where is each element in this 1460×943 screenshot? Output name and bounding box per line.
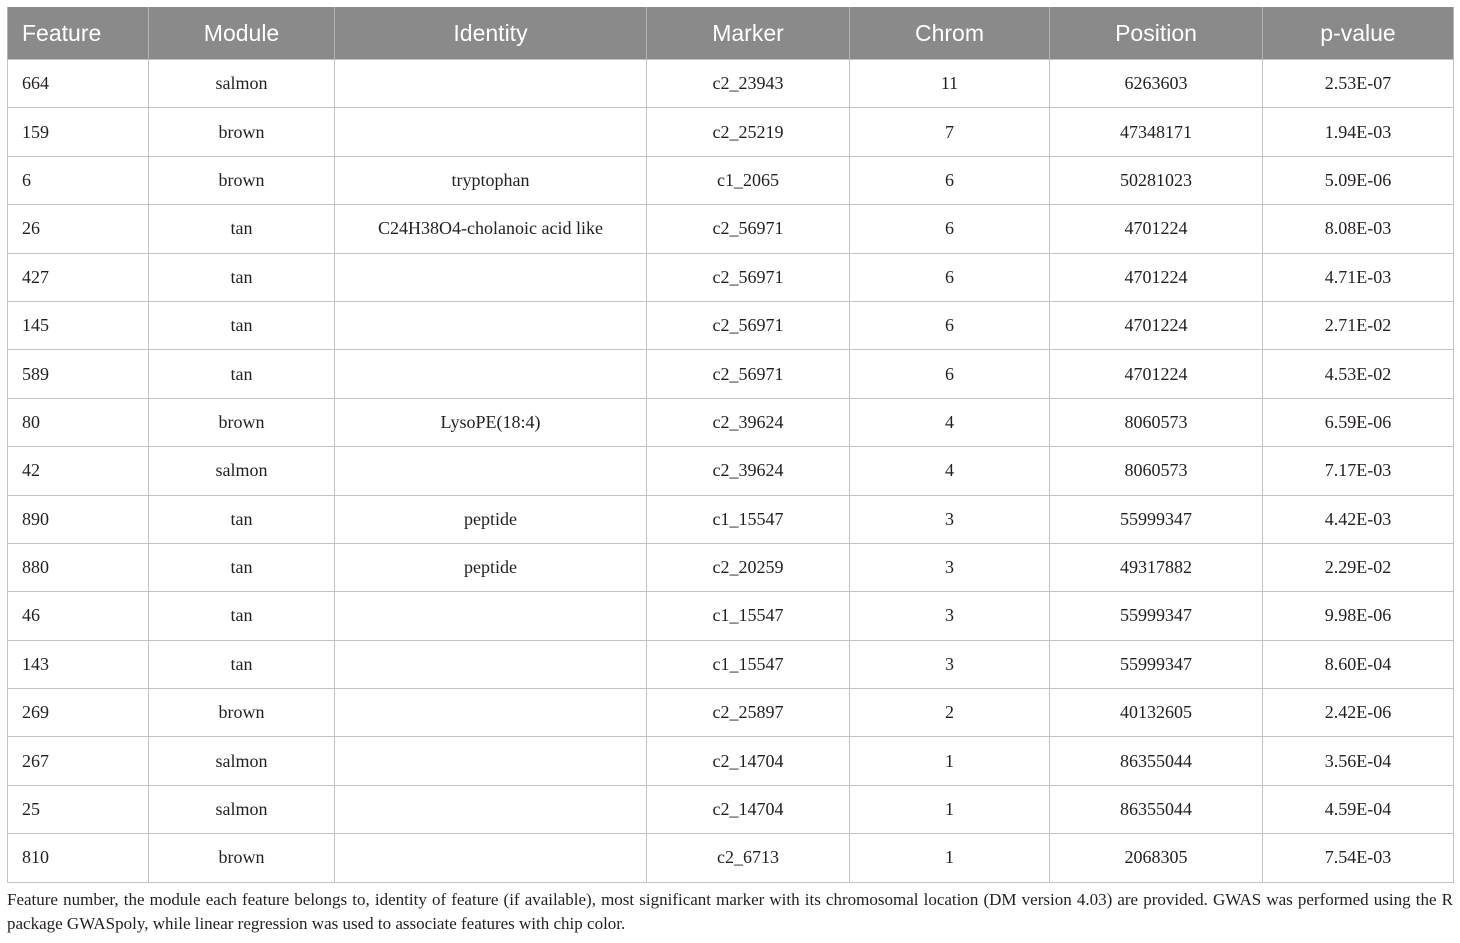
table-row — [8, 253, 1454, 301]
cell-chrom: 6 — [850, 156, 1050, 204]
cell-marker: c1_15547 — [647, 495, 850, 543]
header-row — [8, 7, 1454, 60]
cell-feature: 145 — [8, 301, 149, 349]
cell-p-value: 2.42E-06 — [1263, 689, 1454, 737]
cell-marker: c1_2065 — [647, 156, 850, 204]
header-p-value: p-value — [1263, 7, 1454, 60]
cell-chrom: 4 — [850, 398, 1050, 446]
cell-p-value: 7.54E-03 — [1263, 834, 1454, 882]
cell-position: 4701224 — [1050, 301, 1263, 349]
cell-identity — [335, 640, 647, 688]
table-row — [8, 592, 1454, 640]
cell-identity — [335, 301, 647, 349]
cell-identity — [335, 447, 647, 495]
cell-chrom: 1 — [850, 785, 1050, 833]
cell-module: tan — [149, 640, 335, 688]
table-row — [8, 60, 1454, 108]
cell-module: tan — [149, 592, 335, 640]
gwas-feature-table — [7, 7, 1454, 883]
table-row — [8, 156, 1454, 204]
cell-chrom: 4 — [850, 447, 1050, 495]
cell-marker: c2_20259 — [647, 543, 850, 591]
cell-position: 8060573 — [1050, 398, 1263, 446]
cell-p-value: 4.71E-03 — [1263, 253, 1454, 301]
header-position: Position — [1050, 7, 1263, 60]
cell-feature: 890 — [8, 495, 149, 543]
cell-module: tan — [149, 543, 335, 591]
cell-module: salmon — [149, 447, 335, 495]
cell-module: brown — [149, 834, 335, 882]
cell-identity — [335, 785, 647, 833]
cell-identity: tryptophan — [335, 156, 647, 204]
cell-position: 47348171 — [1050, 108, 1263, 156]
cell-marker: c2_56971 — [647, 350, 850, 398]
cell-p-value: 3.56E-04 — [1263, 737, 1454, 785]
cell-feature: 664 — [8, 60, 149, 108]
cell-feature: 267 — [8, 737, 149, 785]
cell-module: brown — [149, 398, 335, 446]
table-row — [8, 689, 1454, 737]
cell-module: brown — [149, 689, 335, 737]
cell-marker: c2_56971 — [647, 301, 850, 349]
cell-chrom: 7 — [850, 108, 1050, 156]
cell-p-value: 4.42E-03 — [1263, 495, 1454, 543]
cell-feature: 42 — [8, 447, 149, 495]
cell-identity — [335, 737, 647, 785]
cell-identity — [335, 253, 647, 301]
cell-marker: c2_14704 — [647, 737, 850, 785]
cell-position: 86355044 — [1050, 785, 1263, 833]
cell-position: 6263603 — [1050, 60, 1263, 108]
cell-position: 50281023 — [1050, 156, 1263, 204]
cell-p-value: 4.59E-04 — [1263, 785, 1454, 833]
table-caption: Feature number, the module each feature belongs to, identity of feature (if available), most significant marker with its chromosomal location (DM version 4.03) are provided. GWAS was performed using the R package GWASpoly, while linear regression was used to associate features with chip color. — [7, 890, 1453, 933]
cell-p-value: 4.53E-02 — [1263, 350, 1454, 398]
cell-feature: 25 — [8, 785, 149, 833]
cell-p-value: 8.60E-04 — [1263, 640, 1454, 688]
cell-position: 49317882 — [1050, 543, 1263, 591]
table-header — [8, 7, 1454, 60]
cell-module: brown — [149, 108, 335, 156]
cell-p-value: 2.71E-02 — [1263, 301, 1454, 349]
cell-p-value: 9.98E-06 — [1263, 592, 1454, 640]
cell-marker: c2_6713 — [647, 834, 850, 882]
cell-position: 40132605 — [1050, 689, 1263, 737]
cell-marker: c2_25897 — [647, 689, 850, 737]
cell-marker: c1_15547 — [647, 592, 850, 640]
cell-chrom: 6 — [850, 350, 1050, 398]
table-row — [8, 640, 1454, 688]
cell-feature: 880 — [8, 543, 149, 591]
header-marker: Marker — [647, 7, 850, 60]
cell-chrom: 3 — [850, 592, 1050, 640]
cell-identity — [335, 592, 647, 640]
cell-marker: c2_39624 — [647, 447, 850, 495]
cell-module: tan — [149, 301, 335, 349]
table-row — [8, 447, 1454, 495]
cell-chrom: 6 — [850, 205, 1050, 253]
cell-marker: c2_25219 — [647, 108, 850, 156]
table-row — [8, 737, 1454, 785]
cell-chrom: 2 — [850, 689, 1050, 737]
cell-feature: 26 — [8, 205, 149, 253]
cell-marker: c2_56971 — [647, 253, 850, 301]
cell-p-value: 2.29E-02 — [1263, 543, 1454, 591]
cell-position: 4701224 — [1050, 205, 1263, 253]
cell-module: salmon — [149, 60, 335, 108]
cell-feature: 80 — [8, 398, 149, 446]
cell-identity: peptide — [335, 543, 647, 591]
cell-feature: 6 — [8, 156, 149, 204]
table-row — [8, 495, 1454, 543]
header-module: Module — [149, 7, 335, 60]
cell-identity — [335, 350, 647, 398]
cell-identity: peptide — [335, 495, 647, 543]
cell-marker: c2_14704 — [647, 785, 850, 833]
cell-position: 55999347 — [1050, 640, 1263, 688]
cell-position: 8060573 — [1050, 447, 1263, 495]
cell-position: 55999347 — [1050, 495, 1263, 543]
table-row — [8, 398, 1454, 446]
cell-feature: 810 — [8, 834, 149, 882]
cell-position: 4701224 — [1050, 350, 1263, 398]
cell-identity — [335, 108, 647, 156]
cell-module: tan — [149, 350, 335, 398]
cell-feature: 589 — [8, 350, 149, 398]
cell-module: tan — [149, 253, 335, 301]
cell-chrom: 3 — [850, 495, 1050, 543]
table-row — [8, 785, 1454, 833]
cell-module: salmon — [149, 737, 335, 785]
cell-chrom: 6 — [850, 253, 1050, 301]
cell-chrom: 3 — [850, 640, 1050, 688]
table-row — [8, 205, 1454, 253]
cell-feature: 159 — [8, 108, 149, 156]
cell-chrom: 11 — [850, 60, 1050, 108]
cell-marker: c2_56971 — [647, 205, 850, 253]
cell-position: 2068305 — [1050, 834, 1263, 882]
cell-identity: LysoPE(18:4) — [335, 398, 647, 446]
data-table-container — [7, 7, 1453, 883]
cell-marker: c2_39624 — [647, 398, 850, 446]
cell-position: 4701224 — [1050, 253, 1263, 301]
table-row — [8, 543, 1454, 591]
table-row — [8, 301, 1454, 349]
cell-identity — [335, 689, 647, 737]
cell-module: brown — [149, 156, 335, 204]
cell-chrom: 1 — [850, 737, 1050, 785]
cell-position: 86355044 — [1050, 737, 1263, 785]
cell-module: tan — [149, 495, 335, 543]
header-chrom: Chrom — [850, 7, 1050, 60]
cell-chrom: 6 — [850, 301, 1050, 349]
cell-identity — [335, 834, 647, 882]
cell-p-value: 6.59E-06 — [1263, 398, 1454, 446]
cell-feature: 427 — [8, 253, 149, 301]
cell-marker: c1_15547 — [647, 640, 850, 688]
cell-p-value: 7.17E-03 — [1263, 447, 1454, 495]
cell-module: tan — [149, 205, 335, 253]
cell-chrom: 3 — [850, 543, 1050, 591]
cell-feature: 269 — [8, 689, 149, 737]
cell-position: 55999347 — [1050, 592, 1263, 640]
cell-module: salmon — [149, 785, 335, 833]
cell-feature: 46 — [8, 592, 149, 640]
cell-marker: c2_23943 — [647, 60, 850, 108]
table-row — [8, 834, 1454, 882]
table-body — [8, 60, 1454, 883]
cell-p-value: 8.08E-03 — [1263, 205, 1454, 253]
cell-p-value: 1.94E-03 — [1263, 108, 1454, 156]
cell-p-value: 2.53E-07 — [1263, 60, 1454, 108]
header-identity: Identity — [335, 7, 647, 60]
cell-feature: 143 — [8, 640, 149, 688]
cell-p-value: 5.09E-06 — [1263, 156, 1454, 204]
cell-identity: C24H38O4-cholanoic acid like — [335, 205, 647, 253]
table-row — [8, 350, 1454, 398]
header-feature: Feature — [8, 7, 149, 60]
table-row — [8, 108, 1454, 156]
cell-identity — [335, 60, 647, 108]
cell-chrom: 1 — [850, 834, 1050, 882]
